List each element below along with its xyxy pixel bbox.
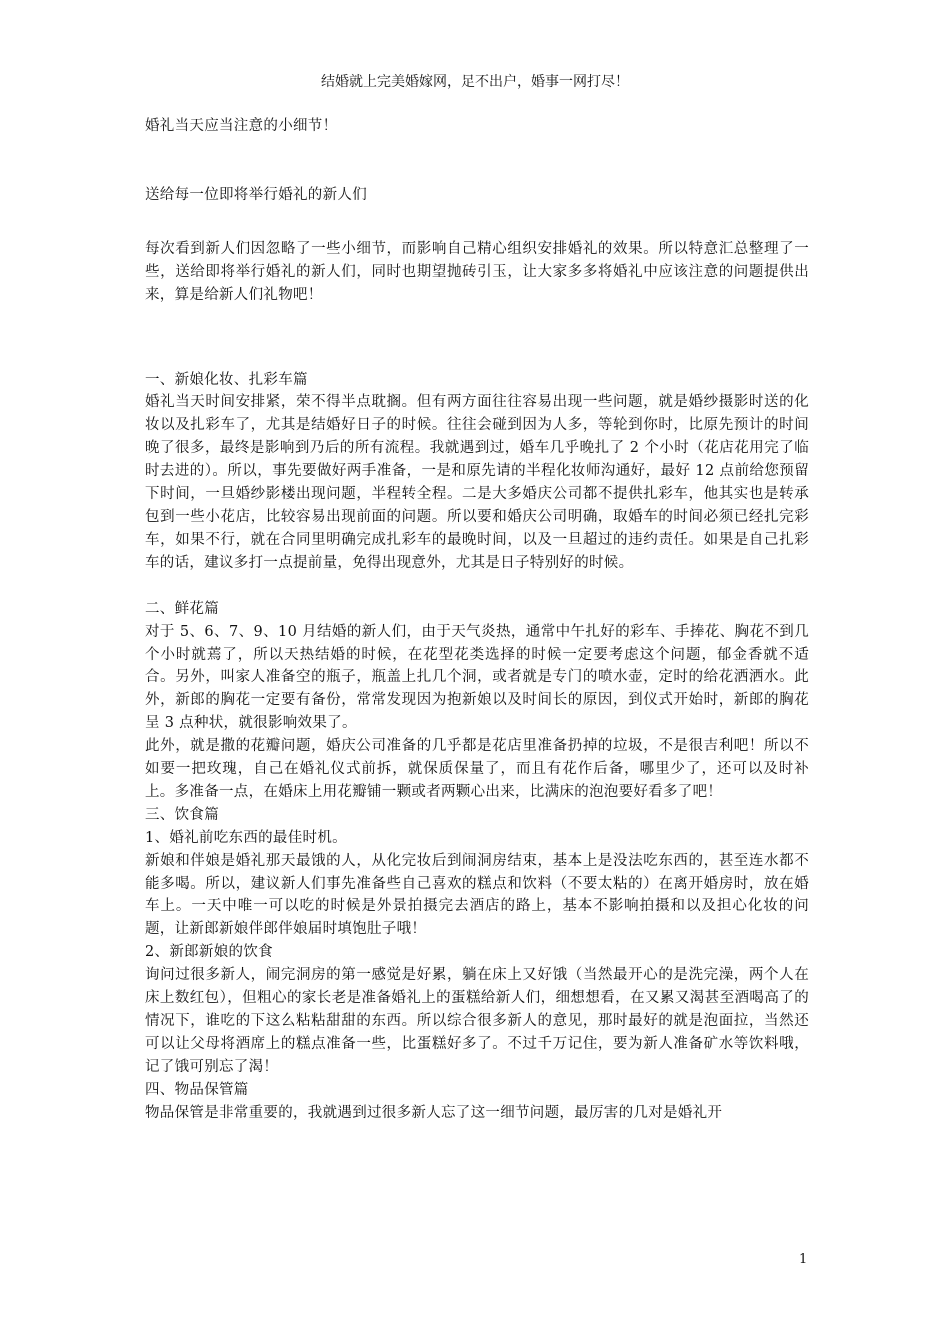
document-title: 婚礼当天应当注意的小细节！: [145, 118, 338, 134]
food-subheading-timing: 1、婚礼前吃东西的最佳时机。: [145, 829, 347, 846]
section-heading-makeup: 一、新娘化妆、扎彩车篇: [145, 371, 308, 388]
page-number: 1: [799, 1252, 808, 1267]
food-subheading-couple: 2、新郎新娘的饮食: [145, 944, 273, 961]
page-header: 结婚就上完美婚嫁网，足不出户，婚事一网打尽！: [321, 74, 629, 90]
section-body-flowers: 对于 5、6、7、9、10 月结婚的新人们，由于天气炎热，通常中午扎好的彩车、手捧花、胸花不到几个小时就蔫了，所以天热结婚的时候，在花型花类选择的时候一定要考虑这个问题，郁金香就不适合。另外，叫家人准备空的瓶子，瓶盖上扎几个洞，或者就是专门的喷水壶，定时的给花洒洒水。此外，新郎的胸花一定要有备份，常常发现因为抱新娘以及时间长的原因，到仪式开始时，新郎的胸花呈 3 点种状，就很影响效果了。: [145, 623, 809, 732]
food-body-timing: 新娘和伴娘是婚礼那天最饿的人，从化完妆后到闹洞房结束，基本上是没法吃东西的，甚至连水都不能多喝。所以，建议新人们事先准备些自己喜欢的糕点和饮料（不要太粘的）在离开婚房时，放在婚车上。一天中唯一可以吃的时候是外景拍摄完去酒店的路上，基本不影响拍摄和以及担心化妆的问题，让新郎新娘伴郎伴娘届时填饱肚子哦！: [145, 852, 809, 938]
section-heading-flowers: 二、鲜花篇: [145, 600, 219, 617]
food-body-couple: 询问过很多新人，闹完洞房的第一感觉是好累，躺在床上又好饿（当然最开心的是洗完澡，两个人在床上数红包），但粗心的家长老是准备婚礼上的蛋糕给新人们，细想想看，在又累又渴甚至酒喝高了的情况下，谁吃的下这么粘粘甜甜的东西。所以综合很多新人的意见，那时最好的就是泡面拉，当然还可以让父母将酒席上的糕点准备一些，比蛋糕好多了。不过千万记住，要为新人准备矿水等饮料哦，记了饿可别忘了渴！: [145, 967, 809, 1075]
document-body: [145, 115, 809, 1125]
section-body-storage: 物品保管是非常重要的，我就遇到过很多新人忘了这一细节问题，最厉害的几对是婚礼开: [145, 1104, 723, 1121]
section-heading-food: 三、饮食篇: [145, 806, 219, 823]
intro-paragraph: 每次看到新人们因忽略了一些小细节，而影响自己精心组织安排婚礼的效果。所以特意汇总整理了一些，送给即将举行婚礼的新人们，同时也期望抛砖引玉，让大家多多将婚礼中应该注意的问题提供出来，算是给新人们礼物吧！: [145, 240, 809, 303]
section-body-flowers-petals: 此外，就是撒的花瓣问题，婚庆公司准备的几乎都是花店里准备扔掉的垃圾，不是很吉利吧！所以不如要一把玫瑰，自己在婚礼仪式前拆，就保质保量了，而且有花作后备，哪里少了，还可以及时补上。多准备一点，在婚床上用花瓣铺一颗或者两颗心出来，比满床的泡泡要好看多了吧！: [145, 738, 809, 800]
section-body-makeup: 婚礼当天时间安排紧，荣不得半点耽搁。但有两方面往往容易出现一些问题，就是婚纱摄影时送的化妆以及扎彩车了，尤其是结婚好日子的时候。往往会碰到因为人多，等轮到你时，比原先预计的时间晚了很多，最终是影响到乃后的所有流程。我就遇到过，婚车几乎晚扎了 2 个小时（花店花用完了临时去进的）。所以，事先要做好两手准备，一是和原先请的半程化妆师沟通好，最好 12 点前给您预留下时间，一旦婚纱影楼出现问题，半程转全程。二是大多婚庆公司都不提供扎彩车，他其实也是转承包到一些小花店，比较容易出现前面的问题。所以要和婚庆公司明确，取婚车的时间必须已经扎完彩车，如果不行，就在合同里明确完成扎彩车的最晚时间，以及一旦超过的违约责任。如果是自己扎彩车的话，建议多打一点提前量，免得出现意外，尤其是日子特别好的时候。: [145, 394, 809, 571]
document-subtitle: 送给每一位即将举行婚礼的新人们: [145, 186, 367, 203]
section-heading-storage: 四、物品保管篇: [145, 1081, 249, 1098]
